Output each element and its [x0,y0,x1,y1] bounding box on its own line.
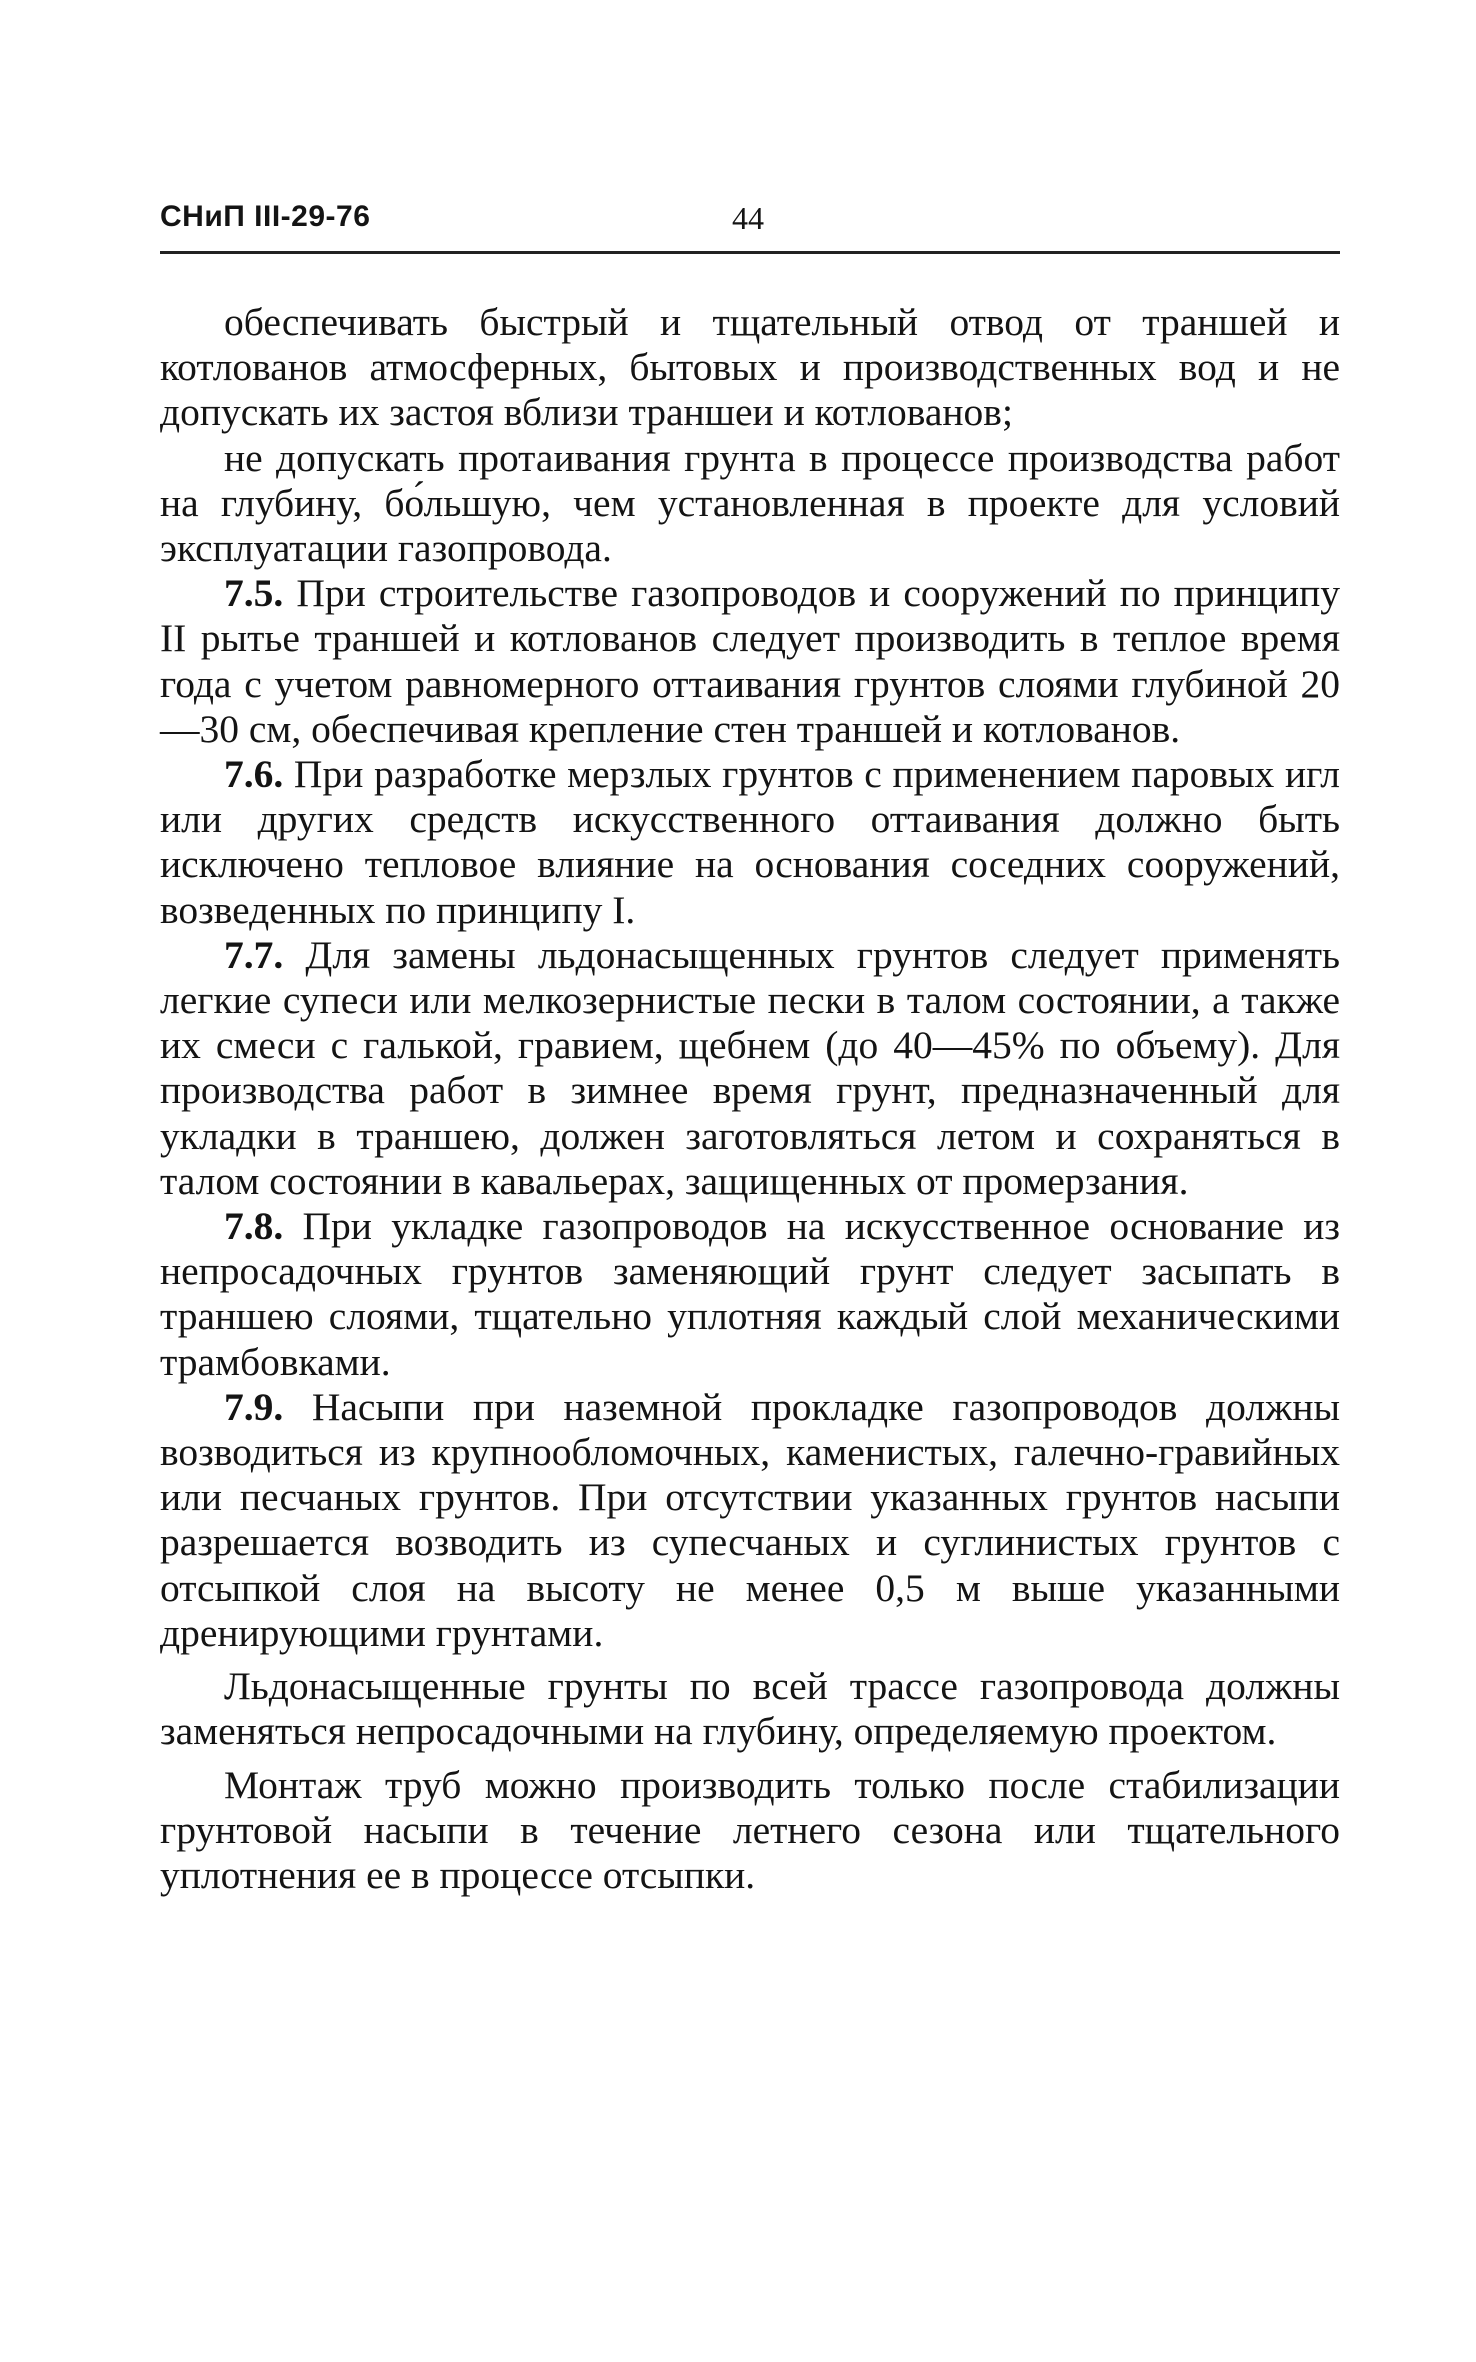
document-code: СНиП III-29-76 [160,200,371,233]
clause-7-8 [160,1204,1340,1385]
paragraph-text: Монтаж труб можно производить только после стабилизации грунтовой насыпи в течение летнего сезона или тщательного уплотнения ее в процессе отсыпки. [160,1762,1340,1897]
clause-7-5 [160,571,1340,752]
clause-number: 7.9. [224,1384,284,1429]
paragraph [160,1763,1340,1899]
paragraph [160,1664,1340,1754]
paragraph-text: При строительстве газопроводов и сооружений по принципу II рытье траншей и котлованов следует производить в теплое время года с учетом равномерного оттаивания грунтов слоями глубиной 20—30 см, обеспечивая крепление стен траншей и котлованов. [160,571,1340,751]
paragraph-text: обеспечивать быстрый и тщательный отвод от траншей и котлованов атмосферных, бытовых и производственных вод и не допускать их застоя вблизи траншеи и котлованов; [160,300,1340,435]
clause-number: 7.5. [224,571,284,616]
header-rule [160,251,1340,254]
clause-7-7 [160,933,1340,1204]
clause-number: 7.8. [224,1204,284,1249]
clause-number: 7.6. [224,752,284,797]
clause-number: 7.7. [224,932,284,977]
clause-7-9 [160,1385,1340,1656]
paragraph-text: Для замены льдонасыщенных грунтов следует применять легкие супеси или мелкозернистые пески в талом состоянии, а также их смеси с галькой, гравием, щебнем (до 40—45% по объему). Для производства работ в зимнее время грунт, предназначенный для укладки в траншею, должен заготовляться летом и сохраняться в талом состоянии в кавальерах, защищенных от промерзания. [160,932,1341,1203]
clause-7-6 [160,752,1340,933]
paragraph [160,300,1340,436]
paragraph-text: Льдонасыщенные грунты по всей трассе газопровода должны заменяться непросадочными на глубину, определяемую проектом. [160,1664,1340,1754]
paragraph-text: не допускать протаивания грунта в процессе производства работ на глубину, бо́льшую, чем установленная в проекте для условий эксплуатации газопровода. [160,435,1340,571]
paragraph-text: При разработке мерзлых грунтов с применением паровых игл или других средств искусственного оттаивания должно быть исключено тепловое влияние на основания соседних сооружений, возведенных по принципу I. [160,752,1341,932]
page-number: 44 [732,200,764,236]
paragraph-text: Насыпи при наземной прокладке газопроводов должны возводиться из крупнообломочных, каменистых, галечно-гравийных или песчаных грунтов. При отсутствии указанных грунтов насыпи разрешается возводить из супесчаных и суглинистых грунтов с отсыпкой слоя на высоту не менее 0,5 м выше указанными дренирующими грунтами. [160,1384,1341,1655]
paragraph-text: При укладке газопроводов на искусственное основание из непросадочных грунтов заменяющий грунт следует засыпать в траншею слоями, тщательно уплотняя каждый слой механическими трамбовками. [160,1204,1341,1384]
page-header [160,200,1340,240]
body-text [160,300,1340,1898]
paragraph [160,436,1340,572]
